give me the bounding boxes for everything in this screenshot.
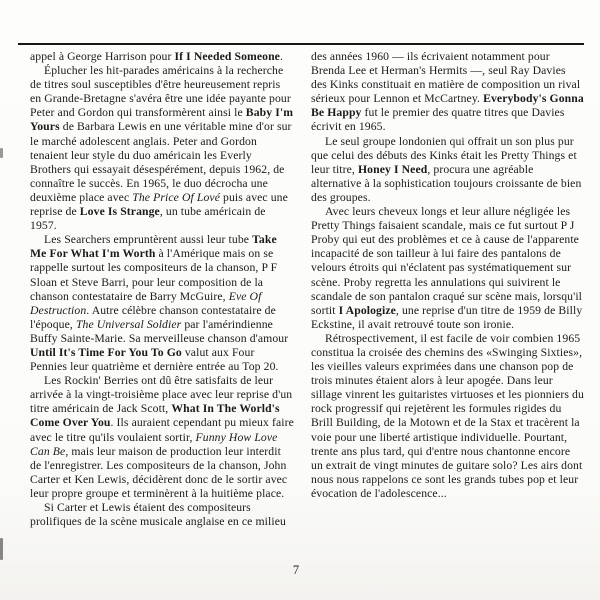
top-horizontal-rule: [18, 43, 584, 45]
scan-edge-artifact: [0, 538, 3, 560]
text-column-right: [311, 50, 584, 529]
paragraph: Avec leurs cheveux longs et leur allure négligée les Pretty Things faisaient scandale, mais ce fut surtout P J Proby qui eut des problèmes et ce à cause de l'apparente incapacité de son tailleur à lui faire des pantalons de velours étroits qui n'éclatent pas systématiquement sur scène. Proby regretta les annulations qui suivirent le scandale de son pantalon craqué sur scène mais, lorsqu'il sortit I Apologize, une reprise d'un titre de 1959 de Billy Eckstine, il avait retrouvé toute son ironie.: [311, 205, 583, 331]
paragraph: Si Carter et Lewis étaient des compositeurs prolifiques de la scène musicale anglaise en ce milieu: [30, 501, 286, 529]
two-column-text-block: [30, 50, 584, 529]
paragraph: Éplucher les hit-parades américains à la recherche de titres soul susceptibles d'être heureusement repris en Grande-Bretagne s'avéra être une idée payante pour Peter and Gordon qui transformèrent ainsi le Baby I'm Yours de Barbara Lewis en une véritable mine d'or sur le marché adolescent anglais. Peter and Gordon tenaient leur style du duo américain les Everly Brothers qui essayait désespérément, depuis 1962, de connaître le succès. En 1965, le duo décrocha une deuxième place avec The Price Of Lové puis avec une reprise de Love Is Strange, un tube américain de 1957.: [30, 64, 294, 233]
paragraph: des années 1960 — ils écrivaient notamment pour Brenda Lee et Herman's Hermits —, seul Ray Davies des Kinks constituait en matière de composition un rival sérieux pour Lennon et McCartney. Everybody's Gonna Be Happy fut le premier des quatre titres que Davies écrivit en 1965.: [311, 50, 584, 134]
page-number: 7: [292, 563, 300, 577]
paragraph: appel à George Harrison pour If I Needed Someone.: [30, 50, 284, 63]
paragraph: Les Searchers empruntèrent aussi leur tube Take Me For What I'm Worth à l'Amérique mais on se rappelle surtout les compositeurs de la chanson, P F Sloan et Steve Barri, pour leur composition de la chanson contestataire de Barry McGuire, Eve Of Destruction. Autre célèbre chanson contestataire de l'époque, The Universal Soldier par l'amérindienne Buffy Sainte-Marie. Sa merveilleuse chanson d'amour Until It's Time For You To Go valut aux Four Pennies leur quatrième et dernière entrée au Top 20.: [30, 233, 289, 374]
paragraph: Le seul groupe londonien qui offrait un son plus pur que celui des débuts des Kinks était les Pretty Things et leur titre, Honey I Need, procura une agréable alternative à la sophistication toujours croissante de bien des groupes.: [311, 134, 582, 204]
paragraph: Les Rockin' Berries ont dû être satisfaits de leur arrivée à la vingt-troisième place avec leur reprise d'un titre américain de Jack Scott, What In The World's Come Over You. Ils auraient cependant pu mieux faire avec le titre qu'ils voulaient sortir, Funny How Love Can Be, mais leur maison de production leur interdit de l'enregistrer. Les compositeurs de la chanson, John Carter et Ken Lewis, décidèrent donc de le sortir avec leur propre groupe et terminèrent à la huitième place.: [30, 374, 294, 500]
paragraph: Rétrospectivement, il est facile de voir combien 1965 constitua la croisée des chemins des «Swinging Sixties», les vieilles valeurs exprimées dans une chanson pop de trois minutes étaient alors à leur apogée. Dans leur sillage vinrent les guitaristes virtuoses et les pionniers du rock progressif qui rejetèrent les formules rigides du Brill Building, de la Motown et de la Stax et tracèrent la voie pour une liberté artistique individuelle. Pourtant, trente ans plus tard, qui d'entre nous chantonne encore un extrait de vingt minutes de guitare solo? Les airs dont nous nous rappelons ce sont les grands tubes pop et leur évocation de l'adolescence...: [311, 331, 584, 500]
text-column-left: [30, 50, 294, 529]
scan-edge-artifact: [0, 148, 3, 158]
